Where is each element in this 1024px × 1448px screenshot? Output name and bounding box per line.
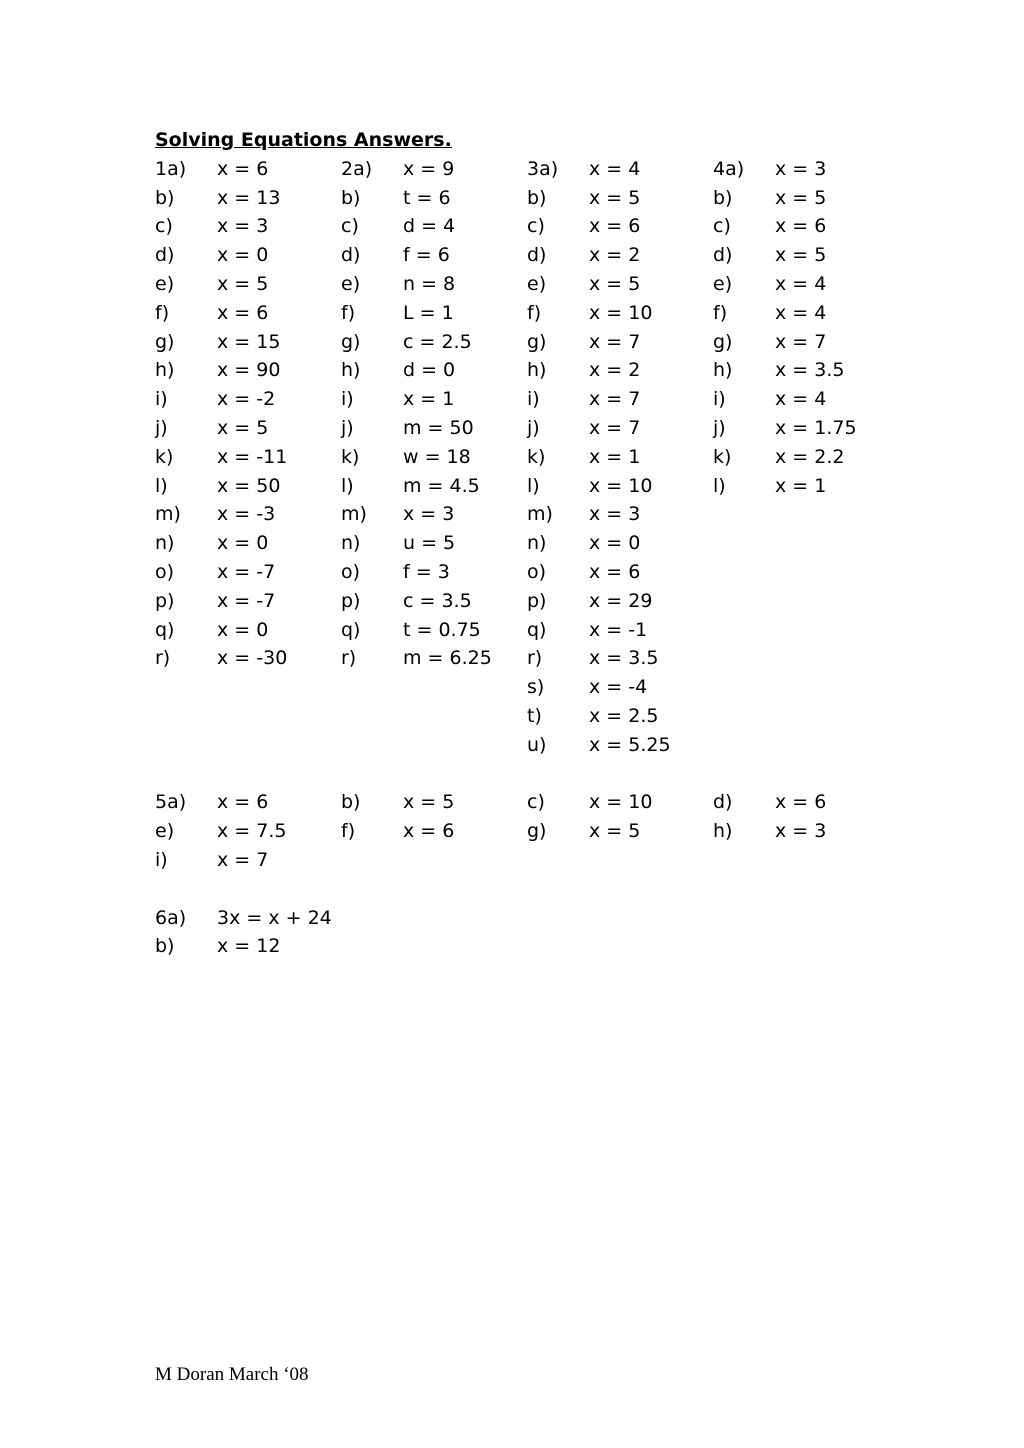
- question-label: h): [713, 359, 733, 382]
- answer-value: x = 6: [589, 560, 641, 583]
- question-label: n): [155, 532, 175, 555]
- answer-value: x = 10: [589, 301, 653, 324]
- answer-value: d = 4: [403, 215, 456, 238]
- answer-value: L = 1: [403, 301, 454, 324]
- answer-value: x = 7: [589, 416, 641, 439]
- answer-value: x = 0: [217, 532, 269, 555]
- question-label: f): [527, 301, 542, 324]
- answer-value: x = 1.75: [775, 416, 857, 439]
- answer-value: x = 12: [217, 935, 281, 958]
- answer-value: t = 0.75: [403, 618, 481, 641]
- question-label: g): [527, 820, 547, 843]
- answer-value: c = 3.5: [403, 589, 472, 612]
- question-label: g): [527, 330, 547, 353]
- question-label: o): [341, 560, 361, 583]
- answer-value: x = 6: [217, 791, 269, 814]
- answer-value: x = 7: [589, 330, 641, 353]
- answer-value: x = 1: [775, 474, 827, 497]
- answer-row: [155, 846, 875, 875]
- question-label: q): [341, 618, 361, 641]
- answer-row: [155, 904, 875, 933]
- answer-value: x = 2.5: [589, 704, 659, 727]
- answer-value: x = 3: [775, 157, 827, 180]
- answer-value: x = 4: [775, 301, 827, 324]
- question-6-answers: [155, 904, 875, 962]
- question-label: k): [713, 445, 732, 468]
- answer-value: m = 4.5: [403, 474, 480, 497]
- question-label: l): [527, 474, 540, 497]
- section-gap: [155, 760, 875, 789]
- question-label: d): [155, 244, 175, 267]
- question-label: g): [155, 330, 175, 353]
- answer-value: x = 6: [403, 820, 455, 843]
- question-label: m): [341, 503, 367, 526]
- answer-value: x = 4: [775, 388, 827, 411]
- question-label: e): [155, 820, 175, 843]
- answer-row: [155, 443, 875, 472]
- question-label: n): [341, 532, 361, 555]
- answer-value: x = 6: [217, 301, 269, 324]
- answer-value: f = 6: [403, 244, 450, 267]
- answer-value: x = 90: [217, 359, 281, 382]
- answer-row: [155, 414, 875, 443]
- answer-value: x = -7: [217, 560, 276, 583]
- question-label: d): [527, 244, 547, 267]
- answer-value: x = 7: [217, 848, 269, 871]
- question-5-answers: [155, 788, 875, 874]
- answer-value: x = 5: [775, 244, 827, 267]
- answer-value: x = 5: [589, 820, 641, 843]
- answer-value: x = 5: [403, 791, 455, 814]
- question-label: j): [713, 416, 726, 439]
- answer-value: x = 13: [217, 186, 281, 209]
- question-label: i): [155, 848, 168, 871]
- answer-value: t = 6: [403, 186, 451, 209]
- answer-value: x = 4: [775, 272, 827, 295]
- question-label: b): [527, 186, 547, 209]
- answer-value: f = 3: [403, 560, 450, 583]
- question-label: e): [713, 272, 733, 295]
- question-label: j): [527, 416, 540, 439]
- answer-row: [155, 299, 875, 328]
- answer-row: [155, 356, 875, 385]
- answer-value: x = 3: [403, 503, 455, 526]
- answer-row: [155, 212, 875, 241]
- answer-value: x = 0: [217, 244, 269, 267]
- question-label: q): [527, 618, 547, 641]
- question-label: q): [155, 618, 175, 641]
- question-label: k): [527, 445, 546, 468]
- answer-value: x = 7.5: [217, 820, 287, 843]
- answer-value: x = 7: [775, 330, 827, 353]
- question-label: r): [341, 647, 357, 670]
- answer-row: [155, 472, 875, 501]
- footer-credit: M Doran March ‘08: [155, 1364, 309, 1385]
- question-label: j): [155, 416, 168, 439]
- answer-value: x = 1: [589, 445, 641, 468]
- question-label: i): [527, 388, 540, 411]
- answer-row: [155, 731, 875, 760]
- answer-row: [155, 184, 875, 213]
- answer-row: [155, 644, 875, 673]
- answer-value: x = 3: [775, 820, 827, 843]
- answer-value: x = -11: [217, 445, 288, 468]
- answer-value: x = 6: [775, 215, 827, 238]
- question-label: b): [155, 935, 175, 958]
- answers-grid: [155, 155, 875, 760]
- answer-row: [155, 558, 875, 587]
- question-label: d): [713, 791, 733, 814]
- answer-value: x = 5: [217, 272, 269, 295]
- question-label: j): [341, 416, 354, 439]
- question-label: i): [155, 388, 168, 411]
- question-label: c): [713, 215, 731, 238]
- answer-value: x = -30: [217, 647, 288, 670]
- question-label: l): [713, 474, 726, 497]
- section-gap: [155, 875, 875, 904]
- answer-value: x = 6: [775, 791, 827, 814]
- answer-value: x = 2: [589, 244, 641, 267]
- question-label: o): [527, 560, 547, 583]
- answer-value: u = 5: [403, 532, 456, 555]
- question-label: f): [155, 301, 170, 324]
- question-label: 1a): [155, 157, 187, 180]
- answer-value: x = 3: [589, 503, 641, 526]
- answer-value: c = 2.5: [403, 330, 472, 353]
- question-label: o): [155, 560, 175, 583]
- answer-value: 3x = x + 24: [217, 906, 332, 929]
- answer-value: x = 29: [589, 589, 653, 612]
- question-label: i): [341, 388, 354, 411]
- question-label: k): [341, 445, 360, 468]
- answer-row: [155, 702, 875, 731]
- answer-value: x = 5: [589, 186, 641, 209]
- question-label: m): [155, 503, 181, 526]
- question-label: g): [341, 330, 361, 353]
- answer-row: [155, 241, 875, 270]
- answer-row: [155, 529, 875, 558]
- answer-row: [155, 788, 875, 817]
- answer-row: [155, 817, 875, 846]
- question-label: p): [155, 589, 175, 612]
- question-label: p): [527, 589, 547, 612]
- question-label: f): [341, 820, 356, 843]
- question-label: u): [527, 733, 547, 756]
- answer-value: x = -3: [217, 503, 276, 526]
- question-label: b): [713, 186, 733, 209]
- answer-value: x = 1: [403, 388, 455, 411]
- question-label: l): [155, 474, 168, 497]
- answer-value: x = -4: [589, 676, 648, 699]
- answer-value: x = 4: [589, 157, 641, 180]
- question-label: t): [527, 704, 542, 727]
- answer-value: x = 3.5: [775, 359, 845, 382]
- question-label: g): [713, 330, 733, 353]
- question-label: h): [527, 359, 547, 382]
- question-label: r): [527, 647, 543, 670]
- answer-value: n = 8: [403, 272, 456, 295]
- question-label: e): [155, 272, 175, 295]
- question-label: h): [713, 820, 733, 843]
- question-label: n): [527, 532, 547, 555]
- question-label: 5a): [155, 791, 187, 814]
- answer-value: x = 7: [589, 388, 641, 411]
- question-label: e): [527, 272, 547, 295]
- answer-value: x = 6: [589, 215, 641, 238]
- question-label: 3a): [527, 157, 559, 180]
- answer-value: x = -2: [217, 388, 276, 411]
- answer-row: [155, 328, 875, 357]
- question-label: l): [341, 474, 354, 497]
- question-label: 4a): [713, 157, 745, 180]
- question-label: k): [155, 445, 174, 468]
- question-label: h): [341, 359, 361, 382]
- answer-value: x = 6: [217, 157, 269, 180]
- answer-value: x = -1: [589, 618, 648, 641]
- question-label: c): [527, 791, 545, 814]
- answer-sheet: [155, 126, 875, 961]
- question-label: m): [527, 503, 553, 526]
- answer-value: x = 3: [217, 215, 269, 238]
- answer-value: m = 6.25: [403, 647, 492, 670]
- answer-value: x = 0: [217, 618, 269, 641]
- question-label: c): [527, 215, 545, 238]
- question-label: 6a): [155, 906, 187, 929]
- answer-value: x = 10: [589, 791, 653, 814]
- question-label: b): [341, 186, 361, 209]
- answer-row: [155, 500, 875, 529]
- answer-value: x = 5: [775, 186, 827, 209]
- answer-value: x = 9: [403, 157, 455, 180]
- question-label: b): [341, 791, 361, 814]
- answer-value: x = 10: [589, 474, 653, 497]
- answer-value: w = 18: [403, 445, 471, 468]
- question-label: c): [341, 215, 359, 238]
- answer-value: x = 5: [217, 416, 269, 439]
- answer-value: x = 15: [217, 330, 281, 353]
- question-label: 2a): [341, 157, 373, 180]
- page-title: Solving Equations Answers.: [155, 129, 452, 151]
- answer-value: x = 2.2: [775, 445, 845, 468]
- answer-row: [155, 155, 875, 184]
- question-label: r): [155, 647, 171, 670]
- question-label: d): [713, 244, 733, 267]
- answer-value: x = 5: [589, 272, 641, 295]
- question-label: e): [341, 272, 361, 295]
- answer-value: x = 50: [217, 474, 281, 497]
- question-label: i): [713, 388, 726, 411]
- answer-value: x = 0: [589, 532, 641, 555]
- question-label: b): [155, 186, 175, 209]
- question-label: s): [527, 676, 545, 699]
- answer-row: [155, 932, 875, 961]
- question-label: h): [155, 359, 175, 382]
- answer-value: d = 0: [403, 359, 456, 382]
- answer-row: [155, 385, 875, 414]
- answer-row: [155, 587, 875, 616]
- answer-value: x = 2: [589, 359, 641, 382]
- answer-row: [155, 673, 875, 702]
- answer-value: x = 3.5: [589, 647, 659, 670]
- answer-value: x = -7: [217, 589, 276, 612]
- answer-value: x = 5.25: [589, 733, 671, 756]
- question-label: c): [155, 215, 173, 238]
- question-label: d): [341, 244, 361, 267]
- question-label: p): [341, 589, 361, 612]
- answer-value: m = 50: [403, 416, 474, 439]
- question-label: f): [713, 301, 728, 324]
- answer-row: [155, 270, 875, 299]
- question-label: f): [341, 301, 356, 324]
- answer-row: [155, 616, 875, 645]
